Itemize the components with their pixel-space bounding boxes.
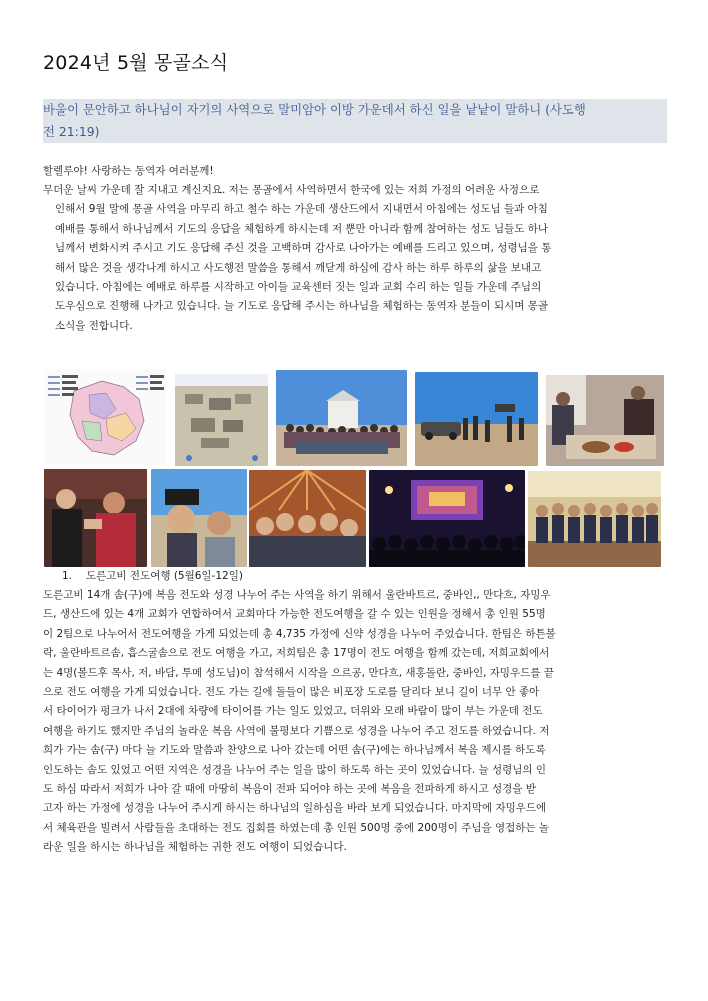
paragraph-line: 이 2팀으로 나누어서 전도여행을 가게 되었는데 총 4,735 가정에 신약 성경을 나누어 주었습니다. 한팀은 하튼볼	[43, 627, 556, 640]
paragraph-line: 있습니다. 아침에는 예배로 하루를 시작하고 아이들 교육센터 짓는 일과 교회 수리 하는 일들 가운데 주님의	[55, 281, 542, 294]
scripture-verse	[43, 99, 667, 143]
paragraph-line: 는 4명(볼드후 목사, 저, 바담, 투메 성도님)이 참석해서 시작을 으르공, 만다흐, 새홍돌란, 중바인, 자밍우드를 끝	[43, 666, 554, 679]
list-text: 도른고비 전도여행 (5월6일-12일)	[86, 570, 243, 582]
intro-paragraph	[43, 181, 671, 336]
paragraph-line: 락, 울란바트르솜, 흡스굴솜으로 전도 여행을 가고, 저희팀은 총 17명이 전도 여행을 함께 갔는데, 저희교회에서	[43, 647, 550, 660]
church-group-photo	[528, 471, 661, 567]
list-number: 1.	[62, 570, 73, 582]
paragraph-line: 희가 가는 솜(구) 마다 늘 기도와 말씀과 찬양으로 나아 갔는데 어떤 솜(구)에는 하나님께서 복음 제시를 하도록	[43, 744, 546, 757]
ger-interior-photo	[249, 470, 366, 567]
paragraph-line: 드, 생산드에 있는 4개 교회가 연합하여서 교회마다 가능한 전도여행을 갈 수 있는 인원을 정해서 총 인원 55명	[43, 608, 546, 621]
paragraph-line: 도우심으로 진행해 나가고 있습니다. 늘 기도로 응답해 주시는 하나님을 체험하는 동역자 분들이 되시며 몽골	[55, 300, 549, 313]
section-heading	[62, 568, 243, 583]
paragraph-line: 도 하심 따라서 저희가 나아 갈 때에 마땅히 복음이 전파 되어야 하는 곳에 복음을 전파하게 하시고 성경을 받	[43, 783, 536, 796]
greeting	[43, 162, 671, 181]
paragraph-line: 님께서 변화시켜 주시고 기도 응답해 주신 것을 고백하며 감사로 나아가는 예배를 드리고 있으며, 성령님을 통	[55, 242, 552, 255]
verse-line: 전 21:19)	[43, 124, 100, 139]
satellite-plan-image	[175, 374, 268, 466]
selfie-photo-a	[151, 469, 247, 567]
paragraph-line: 예배를 통해서 하나님께서 기도의 응답을 체험하게 하시는데 저 뿐만 아니라 함께 참여하는 성도 님들도 하나	[55, 222, 549, 235]
concert-event-photo	[369, 470, 525, 567]
vehicle-desert-photo	[415, 372, 538, 466]
verse-line: 바울이 문안하고 하나님이 자기의 사역으로 말미암아 이방 가운데서 하신 일을 낱낱이 말하니 (사도행	[43, 102, 586, 117]
paragraph-line: 서 체육관을 빌려서 사람들을 초대하는 전도 집회를 하였는데 총 인원 500명 중에 200명이 주님을 영접하는 놀	[43, 821, 550, 834]
group-photo-desert	[276, 370, 407, 466]
paragraph-line: 서 타이어가 펑크가 나서 2대에 차량에 타이어를 가는 일도 있었고, 더위와 모래 바람이 많이 부는 가운데 전도	[43, 705, 543, 718]
paragraph-line: 도른고비 14개 솜(구)에 복음 전도와 성경 나누어 주는 사역을 하기 위해서 울란바트르, 중바인,, 만다흐, 자밍우	[43, 589, 551, 601]
paragraph-line: 해서 많은 것을 생각나게 하시고 사도행전 말씀을 통해서 깨닫게 하심에 감사 하는 하루 하루의 삶을 보내고	[55, 261, 542, 274]
paragraph-line: 으로 전도 여행을 가게 되었습니다. 전도 가는 길에 돌들이 많은 비포장 도로를 달리다 보니 길이 너무 안 좋아	[43, 686, 540, 699]
paragraph-line: 인도하는 솜도 있었고 어떤 지역은 성경을 나누어 주는 일을 많이 하도록 하는 곳이 있었습니다. 늘 성령님의 인	[43, 763, 547, 776]
page-title: 2024년 5월 몽골소식	[43, 52, 229, 74]
greeting-text: 할렐루야! 사랑하는 동역자 여러분께!	[43, 165, 214, 177]
paragraph-line: 인해서 9월 말에 몽골 사역을 마무리 하고 철수 하는 가운데 생산드에서 지내면서 아침에는 성도님 들과 아침	[55, 203, 548, 216]
paragraph-line: 고자 하는 가정에 성경을 나누어 주시게 하시는 하나님의 일하심을 바라 보게 되었습니다. 마지막에 자밍우드에	[43, 802, 547, 815]
prayer-photo	[44, 469, 147, 567]
food-serving-photo	[546, 375, 664, 466]
paragraph-line: 라운 일을 하시는 하나님을 체험하는 귀한 전도 여행이 되었습니다.	[43, 841, 347, 854]
paragraph-line: 소식을 전합니다.	[55, 319, 133, 332]
mission-trip-paragraph	[43, 586, 671, 858]
paragraph-line: 여행을 하기도 했지만 주님의 놀라운 복음 사역에 불평보다 기쁨으로 성경을 나누어 주고 전도를 하였습니다. 저	[43, 724, 550, 737]
map-image	[44, 369, 167, 465]
paragraph-line: 무더운 날씨 가운데 잘 지내고 계신지요. 저는 몽골에서 사역하면서 한국에 있는 저희 가정의 어려운 사정으로	[43, 184, 540, 196]
